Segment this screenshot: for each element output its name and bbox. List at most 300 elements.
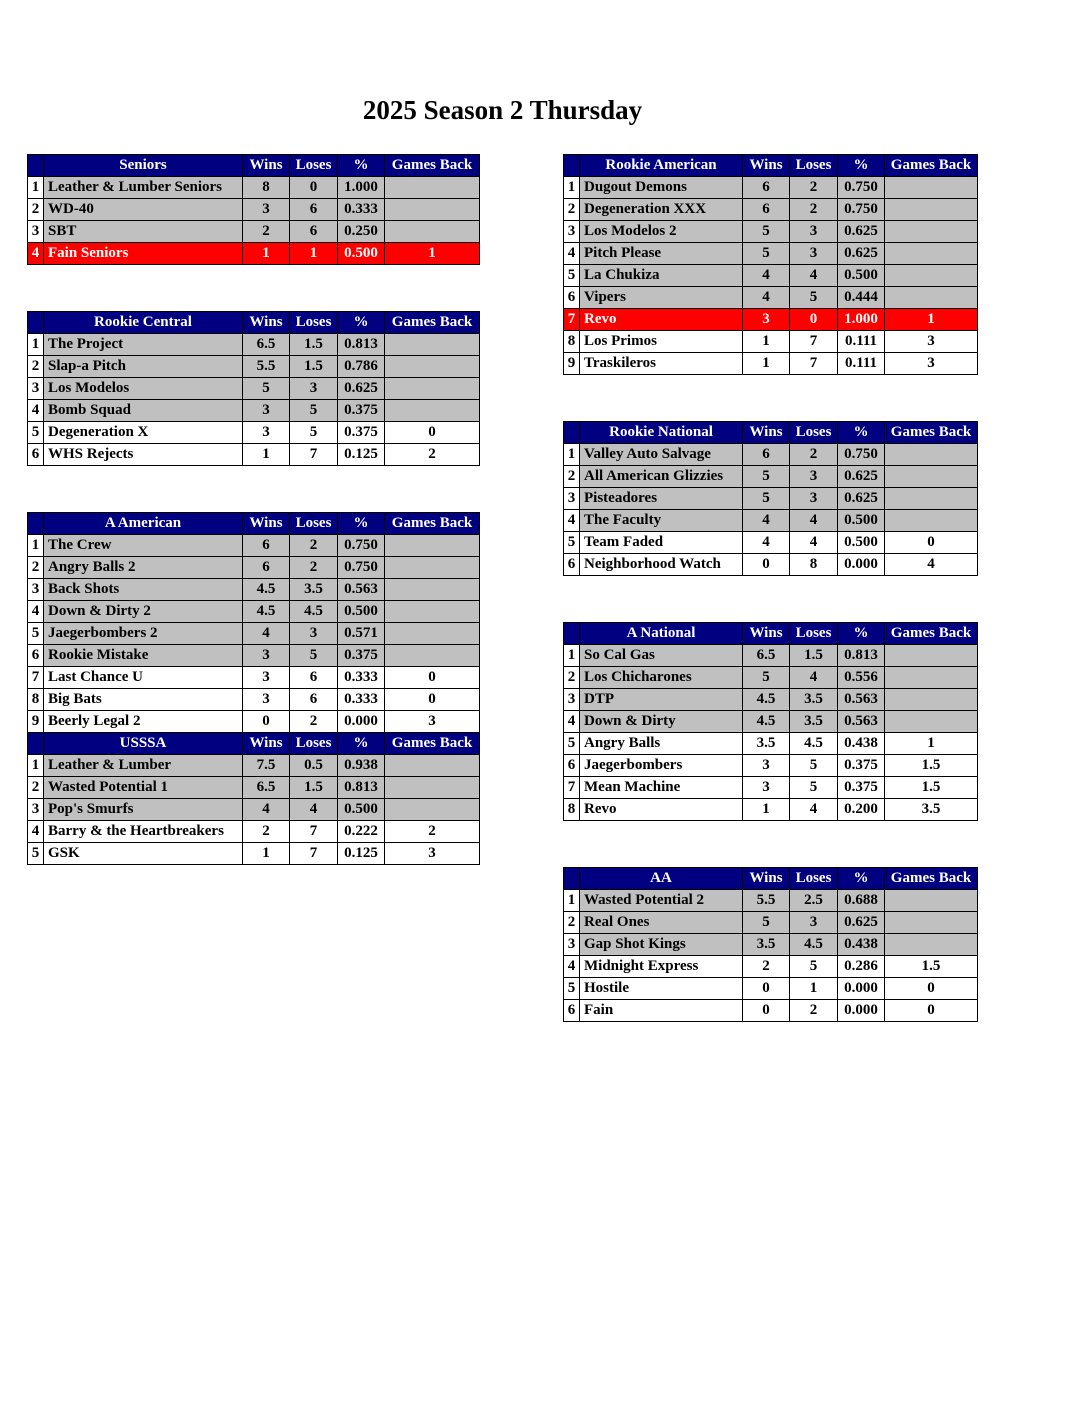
loses-cell: 4.5	[790, 934, 838, 956]
team-name-cell: Leather & Lumber Seniors	[44, 177, 243, 199]
loses-cell: 4.5	[790, 733, 838, 755]
wins-cell: 3	[243, 689, 290, 711]
column-header-games-back: Games Back	[885, 422, 978, 444]
pct-cell: 0.625	[838, 912, 885, 934]
wins-cell: 4	[743, 287, 790, 309]
team-name-cell: Last Chance U	[44, 667, 243, 689]
loses-cell: 1	[290, 243, 338, 265]
rank-cell: 5	[564, 978, 580, 1000]
team-name-cell: Jaegerbombers 2	[44, 623, 243, 645]
table-header-row	[564, 623, 978, 645]
pct-cell: 1.000	[838, 309, 885, 331]
loses-cell: 2	[790, 1000, 838, 1022]
loses-cell: 8	[790, 554, 838, 576]
team-name-cell: Real Ones	[580, 912, 743, 934]
loses-cell: 5	[290, 645, 338, 667]
team-name-cell: Wasted Potential 2	[580, 890, 743, 912]
column-header-wins: Wins	[743, 422, 790, 444]
loses-cell: 3.5	[790, 711, 838, 733]
team-name-cell: Down & Dirty	[580, 711, 743, 733]
pct-cell: 0.125	[338, 444, 385, 466]
league-table-a-american	[27, 512, 480, 733]
league-table-rookie-central	[27, 311, 480, 466]
rank-cell: 5	[564, 532, 580, 554]
team-row	[564, 890, 978, 912]
games-back-cell: 0	[885, 532, 978, 554]
wins-cell: 1	[743, 331, 790, 353]
team-name-cell: Barry & the Heartbreakers	[44, 821, 243, 843]
wins-cell: 6	[743, 199, 790, 221]
team-row	[28, 821, 480, 843]
pct-cell: 0.438	[838, 934, 885, 956]
rank-cell: 2	[28, 777, 44, 799]
games-back-cell	[885, 199, 978, 221]
team-name-cell: The Faculty	[580, 510, 743, 532]
wins-cell: 3	[243, 400, 290, 422]
team-row	[564, 331, 978, 353]
pct-cell: 0.688	[838, 890, 885, 912]
pct-cell: 0.563	[338, 579, 385, 601]
rank-cell: 4	[564, 510, 580, 532]
wins-cell: 3	[243, 422, 290, 444]
pct-cell: 0.625	[838, 243, 885, 265]
column-header-pct: %	[838, 623, 885, 645]
rank-cell: 3	[28, 221, 44, 243]
rank-cell: 9	[564, 353, 580, 375]
league-name: Rookie Central	[44, 312, 243, 334]
wins-cell: 6	[743, 177, 790, 199]
wins-cell: 6	[243, 535, 290, 557]
table-header-row	[28, 155, 480, 177]
rank-cell: 2	[28, 557, 44, 579]
team-row	[564, 755, 978, 777]
pct-cell: 0.250	[338, 221, 385, 243]
loses-cell: 7	[290, 843, 338, 865]
rank-cell: 4	[28, 400, 44, 422]
games-back-cell	[885, 444, 978, 466]
wins-cell: 4	[743, 532, 790, 554]
wins-cell: 4	[243, 623, 290, 645]
team-row	[28, 422, 480, 444]
column-header-wins: Wins	[243, 312, 290, 334]
games-back-cell	[385, 777, 480, 799]
rank-cell: 7	[28, 667, 44, 689]
league-name: Rookie National	[580, 422, 743, 444]
pct-cell: 0.438	[838, 733, 885, 755]
loses-cell: 6	[290, 221, 338, 243]
rank-cell: 2	[28, 356, 44, 378]
team-name-cell: Degeneration X	[44, 422, 243, 444]
games-back-cell	[885, 689, 978, 711]
right-column	[563, 154, 978, 1068]
rank-cell: 2	[564, 912, 580, 934]
games-back-cell	[885, 466, 978, 488]
column-header-pct: %	[838, 422, 885, 444]
rank-cell: 5	[564, 733, 580, 755]
column-header-games-back: Games Back	[885, 623, 978, 645]
column-header-wins: Wins	[243, 155, 290, 177]
games-back-cell	[885, 711, 978, 733]
rank-cell: 2	[564, 199, 580, 221]
games-back-cell	[885, 243, 978, 265]
team-row	[564, 912, 978, 934]
team-name-cell: Fain	[580, 1000, 743, 1022]
team-name-cell: Team Faded	[580, 532, 743, 554]
games-back-cell	[385, 601, 480, 623]
games-back-cell	[385, 334, 480, 356]
team-name-cell: Fain Seniors	[44, 243, 243, 265]
rank-cell: 6	[564, 755, 580, 777]
team-row	[564, 466, 978, 488]
pct-cell: 0.750	[338, 535, 385, 557]
rank-cell: 3	[564, 488, 580, 510]
loses-cell: 2	[790, 199, 838, 221]
column-header-pct: %	[338, 155, 385, 177]
rank-cell: 2	[28, 199, 44, 221]
team-name-cell: Los Primos	[580, 331, 743, 353]
rank-cell: 4	[28, 601, 44, 623]
rank-cell: 6	[28, 444, 44, 466]
rank-cell: 1	[564, 890, 580, 912]
wins-cell: 4	[243, 799, 290, 821]
games-back-cell	[885, 934, 978, 956]
loses-cell: 6	[290, 667, 338, 689]
team-row	[564, 488, 978, 510]
pct-cell: 0.000	[838, 1000, 885, 1022]
games-back-cell	[385, 356, 480, 378]
loses-cell: 0	[790, 309, 838, 331]
games-back-cell	[385, 579, 480, 601]
wins-cell: 8	[243, 177, 290, 199]
table-header-row	[564, 155, 978, 177]
team-row	[564, 956, 978, 978]
wins-cell: 6.5	[743, 645, 790, 667]
rank-cell: 5	[28, 422, 44, 444]
rank-cell: 8	[564, 799, 580, 821]
column-header-pct: %	[338, 312, 385, 334]
column-header-pct: %	[338, 733, 385, 755]
team-row	[564, 532, 978, 554]
wins-cell: 0	[743, 978, 790, 1000]
rank-cell: 6	[564, 1000, 580, 1022]
rank-cell: 3	[28, 579, 44, 601]
team-row	[28, 557, 480, 579]
pct-cell: 0.375	[838, 755, 885, 777]
pct-cell: 0.625	[838, 466, 885, 488]
team-row	[564, 177, 978, 199]
pct-cell: 0.938	[338, 755, 385, 777]
team-row	[28, 623, 480, 645]
league-table-seniors	[27, 154, 480, 265]
pct-cell: 0.286	[838, 956, 885, 978]
rank-cell: 1	[564, 444, 580, 466]
games-back-cell: 0	[885, 1000, 978, 1022]
pct-cell: 0.333	[338, 199, 385, 221]
team-name-cell: Midnight Express	[580, 956, 743, 978]
league-table-a-national	[563, 622, 978, 821]
team-name-cell: Pisteadores	[580, 488, 743, 510]
rank-cell: 3	[564, 934, 580, 956]
rank-cell: 9	[28, 711, 44, 733]
team-name-cell: So Cal Gas	[580, 645, 743, 667]
pct-cell: 0.813	[338, 777, 385, 799]
wins-cell: 4.5	[243, 579, 290, 601]
column-header-loses: Loses	[290, 155, 338, 177]
team-row	[28, 444, 480, 466]
games-back-cell	[885, 177, 978, 199]
team-row	[564, 309, 978, 331]
rank-cell: 8	[564, 331, 580, 353]
games-back-cell	[385, 535, 480, 557]
loses-cell: 7	[290, 444, 338, 466]
games-back-cell: 1.5	[885, 755, 978, 777]
rank-cell: 4	[28, 821, 44, 843]
pct-cell: 1.000	[338, 177, 385, 199]
loses-cell: 6	[290, 199, 338, 221]
games-back-cell: 1	[885, 733, 978, 755]
wins-cell: 4	[743, 510, 790, 532]
wins-cell: 3	[243, 199, 290, 221]
loses-cell: 4	[790, 265, 838, 287]
team-name-cell: Revo	[580, 799, 743, 821]
pct-cell: 0.750	[838, 177, 885, 199]
column-header-games-back: Games Back	[885, 868, 978, 890]
team-name-cell: Rookie Mistake	[44, 645, 243, 667]
team-row	[564, 645, 978, 667]
loses-cell: 2	[790, 177, 838, 199]
loses-cell: 2.5	[790, 890, 838, 912]
wins-cell: 5	[243, 378, 290, 400]
team-name-cell: SBT	[44, 221, 243, 243]
wins-cell: 5	[743, 912, 790, 934]
games-back-cell: 1	[385, 243, 480, 265]
loses-cell: 6	[290, 689, 338, 711]
team-row	[564, 1000, 978, 1022]
loses-cell: 1.5	[290, 777, 338, 799]
team-name-cell: Down & Dirty 2	[44, 601, 243, 623]
games-back-cell	[385, 799, 480, 821]
pct-cell: 0.444	[838, 287, 885, 309]
wins-cell: 1	[743, 353, 790, 375]
pct-cell: 0.375	[838, 777, 885, 799]
wins-cell: 1	[743, 799, 790, 821]
table-header-row	[28, 312, 480, 334]
team-row	[28, 334, 480, 356]
column-header-loses: Loses	[790, 422, 838, 444]
team-name-cell: Angry Balls 2	[44, 557, 243, 579]
loses-cell: 4.5	[290, 601, 338, 623]
wins-cell: 6	[743, 444, 790, 466]
team-row	[28, 799, 480, 821]
loses-cell: 1.5	[290, 356, 338, 378]
team-name-cell: Hostile	[580, 978, 743, 1000]
games-back-cell	[385, 755, 480, 777]
pct-cell: 0.625	[838, 488, 885, 510]
team-row	[28, 645, 480, 667]
team-row	[28, 777, 480, 799]
wins-cell: 3	[743, 777, 790, 799]
column-header-wins: Wins	[743, 155, 790, 177]
wins-cell: 3.5	[743, 733, 790, 755]
team-row	[564, 243, 978, 265]
wins-cell: 3	[743, 755, 790, 777]
team-row	[564, 199, 978, 221]
team-name-cell: The Crew	[44, 535, 243, 557]
wins-cell: 5	[743, 243, 790, 265]
wins-cell: 0	[743, 1000, 790, 1022]
pct-cell: 0.556	[838, 667, 885, 689]
team-name-cell: Pop's Smurfs	[44, 799, 243, 821]
column-header-games-back: Games Back	[385, 733, 480, 755]
team-name-cell: Los Chicharones	[580, 667, 743, 689]
rank-cell: 5	[28, 623, 44, 645]
team-name-cell: Jaegerbombers	[580, 755, 743, 777]
pct-cell: 0.500	[838, 265, 885, 287]
pct-cell: 0.625	[838, 221, 885, 243]
rank-cell: 6	[564, 287, 580, 309]
team-name-cell: Angry Balls	[580, 733, 743, 755]
loses-cell: 4	[790, 799, 838, 821]
pct-cell: 0.375	[338, 645, 385, 667]
wins-cell: 1	[243, 243, 290, 265]
rank-cell: 5	[28, 843, 44, 865]
loses-cell: 2	[290, 535, 338, 557]
team-name-cell: Los Modelos 2	[580, 221, 743, 243]
rank-cell: 1	[28, 334, 44, 356]
tables-area	[27, 154, 1088, 1068]
team-row	[28, 356, 480, 378]
wins-cell: 5	[743, 221, 790, 243]
loses-cell: 2	[790, 444, 838, 466]
league-table-rookie-national	[563, 421, 978, 576]
wins-cell: 4.5	[743, 689, 790, 711]
team-row	[28, 243, 480, 265]
wins-cell: 1	[243, 843, 290, 865]
league-name: A National	[580, 623, 743, 645]
games-back-cell: 3	[385, 843, 480, 865]
games-back-cell: 1.5	[885, 956, 978, 978]
games-back-cell: 4	[885, 554, 978, 576]
games-back-cell	[385, 221, 480, 243]
rank-cell: 4	[564, 243, 580, 265]
wins-cell: 2	[243, 821, 290, 843]
column-header-loses: Loses	[790, 623, 838, 645]
games-back-cell: 3	[385, 711, 480, 733]
games-back-cell	[385, 199, 480, 221]
wins-cell: 4	[743, 265, 790, 287]
column-header-games-back: Games Back	[885, 155, 978, 177]
loses-cell: 3	[290, 378, 338, 400]
team-name-cell: Mean Machine	[580, 777, 743, 799]
games-back-cell	[385, 557, 480, 579]
games-back-cell	[385, 378, 480, 400]
pct-cell: 0.563	[838, 711, 885, 733]
column-header-pct: %	[838, 155, 885, 177]
rank-cell: 1	[28, 535, 44, 557]
team-name-cell: Traskileros	[580, 353, 743, 375]
pct-cell: 0.500	[838, 510, 885, 532]
wins-cell: 2	[743, 956, 790, 978]
loses-cell: 3	[790, 243, 838, 265]
loses-cell: 4	[790, 532, 838, 554]
games-back-cell	[385, 623, 480, 645]
rank-cell: 2	[564, 667, 580, 689]
team-name-cell: Slap-a Pitch	[44, 356, 243, 378]
loses-cell: 5	[290, 400, 338, 422]
team-name-cell: Bomb Squad	[44, 400, 243, 422]
league-name: A American	[44, 513, 243, 535]
loses-cell: 3	[790, 221, 838, 243]
wins-cell: 3	[243, 645, 290, 667]
team-name-cell: Revo	[580, 309, 743, 331]
team-name-cell: Wasted Potential 1	[44, 777, 243, 799]
rank-cell: 4	[28, 243, 44, 265]
league-name: AA	[580, 868, 743, 890]
team-row	[28, 199, 480, 221]
team-row	[28, 221, 480, 243]
team-row	[564, 353, 978, 375]
team-row	[28, 755, 480, 777]
team-name-cell: Dugout Demons	[580, 177, 743, 199]
pct-cell: 0.111	[838, 331, 885, 353]
team-row	[564, 444, 978, 466]
team-row	[564, 221, 978, 243]
rank-cell: 2	[564, 466, 580, 488]
league-table-aa	[563, 867, 978, 1022]
team-name-cell: Back Shots	[44, 579, 243, 601]
games-back-cell: 3	[885, 331, 978, 353]
team-name-cell: Los Modelos	[44, 378, 243, 400]
wins-cell: 3	[243, 667, 290, 689]
pct-cell: 0.813	[338, 334, 385, 356]
league-name: USSSA	[44, 733, 243, 755]
wins-cell: 2	[243, 221, 290, 243]
column-header-wins: Wins	[243, 513, 290, 535]
team-name-cell: WD-40	[44, 199, 243, 221]
loses-cell: 5	[790, 956, 838, 978]
rank-cell: 4	[564, 711, 580, 733]
rank-cell: 7	[564, 777, 580, 799]
pct-cell: 0.813	[838, 645, 885, 667]
rank-cell: 1	[564, 177, 580, 199]
column-header-games-back: Games Back	[385, 513, 480, 535]
league-name: Seniors	[44, 155, 243, 177]
team-row	[28, 667, 480, 689]
wins-cell: 3	[743, 309, 790, 331]
games-back-cell	[885, 265, 978, 287]
rank-cell: 1	[28, 177, 44, 199]
team-name-cell: DTP	[580, 689, 743, 711]
column-header-wins: Wins	[743, 623, 790, 645]
team-name-cell: All American Glizzies	[580, 466, 743, 488]
pct-cell: 0.111	[838, 353, 885, 375]
wins-cell: 3.5	[743, 934, 790, 956]
team-row	[28, 711, 480, 733]
header-corner-cell	[28, 155, 44, 177]
rank-cell: 3	[28, 378, 44, 400]
team-row	[564, 733, 978, 755]
column-header-loses: Loses	[290, 733, 338, 755]
loses-cell: 3	[790, 488, 838, 510]
loses-cell: 4	[790, 667, 838, 689]
team-name-cell: Gap Shot Kings	[580, 934, 743, 956]
rank-cell: 8	[28, 689, 44, 711]
wins-cell: 6.5	[243, 334, 290, 356]
games-back-cell: 0	[385, 689, 480, 711]
team-row	[564, 265, 978, 287]
header-corner-cell	[564, 422, 580, 444]
wins-cell: 5.5	[743, 890, 790, 912]
